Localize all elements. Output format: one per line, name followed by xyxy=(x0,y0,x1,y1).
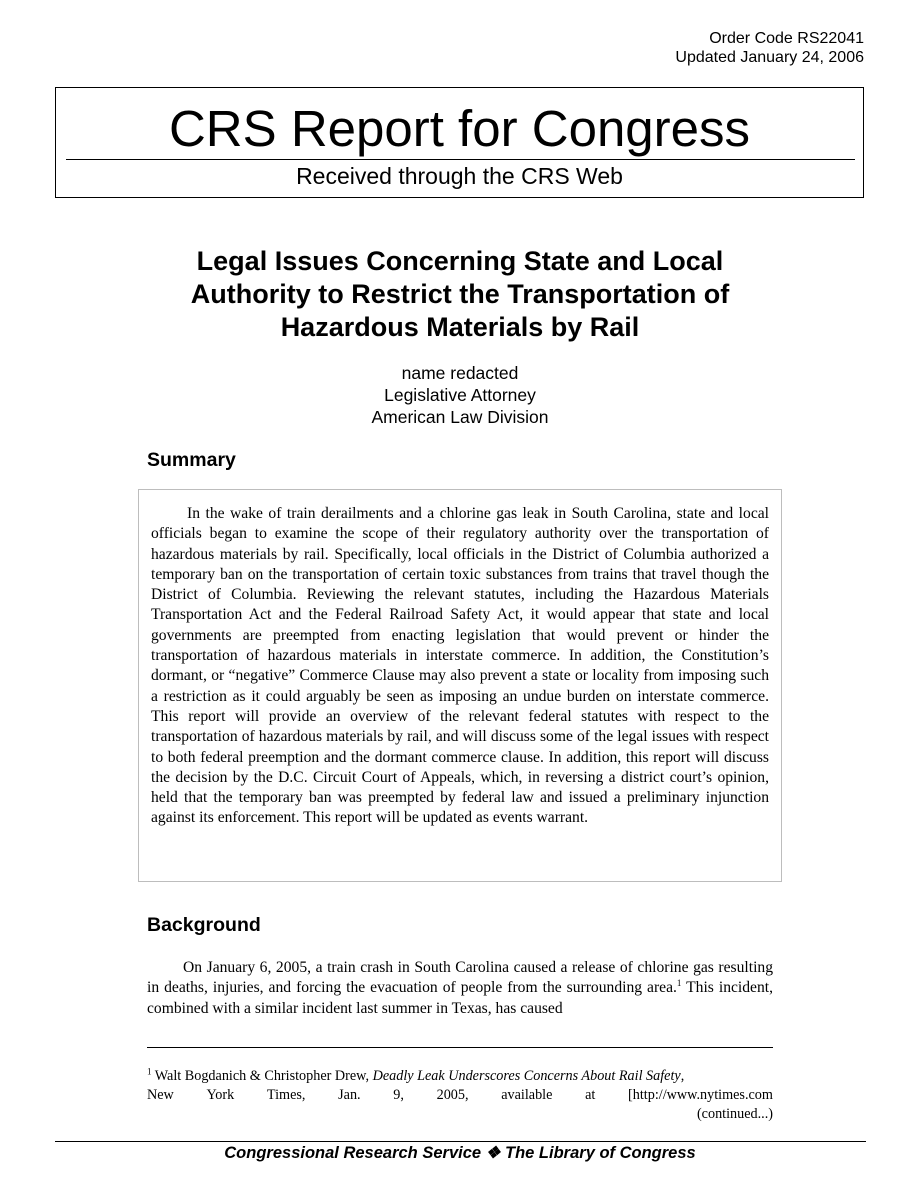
masthead-box xyxy=(55,87,864,198)
summary-box xyxy=(138,489,782,882)
footnote-url[interactable]: [http://www.nytimes.com xyxy=(628,1087,773,1103)
author-name: name redacted xyxy=(401,363,519,383)
footnote-word: New xyxy=(147,1087,174,1103)
footnote-word: available xyxy=(501,1087,553,1103)
background-text-continued: This incident, combined with a similar incident last summer in Texas, has caused xyxy=(147,979,773,1017)
footnote-line xyxy=(147,1067,773,1086)
footnote-line xyxy=(147,1086,773,1105)
footnote-word: 9, xyxy=(393,1087,404,1103)
author-division: American Law Division xyxy=(371,407,549,427)
footnote-continued: (continued...) xyxy=(696,1106,773,1122)
background-heading: Background xyxy=(147,914,261,936)
footnote-article-title: Deadly Leak Underscores Concerns About Rail Safety xyxy=(372,1068,681,1084)
report-title xyxy=(0,245,920,344)
footnote-reference[interactable]: 1 xyxy=(676,978,682,989)
author-title: Legislative Attorney xyxy=(384,385,536,405)
footer-divider xyxy=(55,1141,866,1142)
footnote-authors: Walt Bogdanich & Christopher Drew, xyxy=(151,1068,373,1084)
summary-text: In the wake of train derailments and a chlorine gas leak in South Carolina, state and local officials began to examine the scope of their regulatory authority over the transportation of hazardous materials by rail. Specifically, local officials in the District of Columbia authorized a temporary ban on the transportation of certain toxic substances from trains that travel though the District of Columbia. Reviewing the relevant statutes, including the Hazardous Materials Transportation Act and the Federal Railroad Safety Act, it would appear that state and local governments are preempted from enacting legislation that would prevent or hinder the transportation of hazardous materials in interstate commerce. In addition, the Constitution’s dormant, or “negative” Commerce Clause may also prevent a state or locality from imposing such a restriction as it could arguably be seen as imposing an undue burden on interstate commerce. This report will provide an overview of the relevant federal statutes with respect to the transportation of hazardous materials by rail, and will discuss some of the legal issues with respect to both federal preemption and the dormant commerce clause. In addition, this report will discuss the decision by the D.C. Circuit Court of Appeals, which, in reversing a district court’s opinion, held that the temporary ban was preempted by federal law and issued a preliminary injunction against its enforcement. This report will be updated as events warrant. xyxy=(151,505,769,827)
masthead-divider xyxy=(66,159,855,160)
order-code: Order Code RS22041 xyxy=(709,30,864,47)
footnote xyxy=(147,1067,773,1124)
footnote-word: York xyxy=(206,1087,235,1103)
background-text: On January 6, 2005, a train crash in South Carolina caused a release of chlorine gas resulting in deaths, injuries, and forcing the evacuation of people from the surrounding area. xyxy=(147,959,773,997)
masthead-subtitle: Received through the CRS Web xyxy=(296,163,623,189)
order-code-block xyxy=(675,29,864,67)
footnote-word: Times, xyxy=(266,1087,306,1103)
footnote-marker: 1 xyxy=(147,1066,152,1077)
report-title-line: Authority to Restrict the Transportation of xyxy=(190,279,730,309)
report-title-line: Legal Issues Concerning State and Local xyxy=(196,246,724,276)
footnote-punctuation: , xyxy=(680,1068,685,1084)
author-block xyxy=(0,362,920,428)
masthead-title: CRS Report for Congress xyxy=(168,100,751,157)
summary-heading: Summary xyxy=(147,449,236,471)
footnote-word: Jan. xyxy=(338,1087,361,1103)
footnote-word: 2005, xyxy=(436,1087,469,1103)
background-paragraph xyxy=(147,958,773,1019)
report-title-line: Hazardous Materials by Rail xyxy=(280,312,640,342)
updated-date: Updated January 24, 2006 xyxy=(675,49,864,66)
footnote-divider xyxy=(147,1047,773,1048)
footer-text: Congressional Research Service ❖ The Library of Congress xyxy=(224,1144,696,1162)
footnote-word: at xyxy=(585,1087,596,1103)
